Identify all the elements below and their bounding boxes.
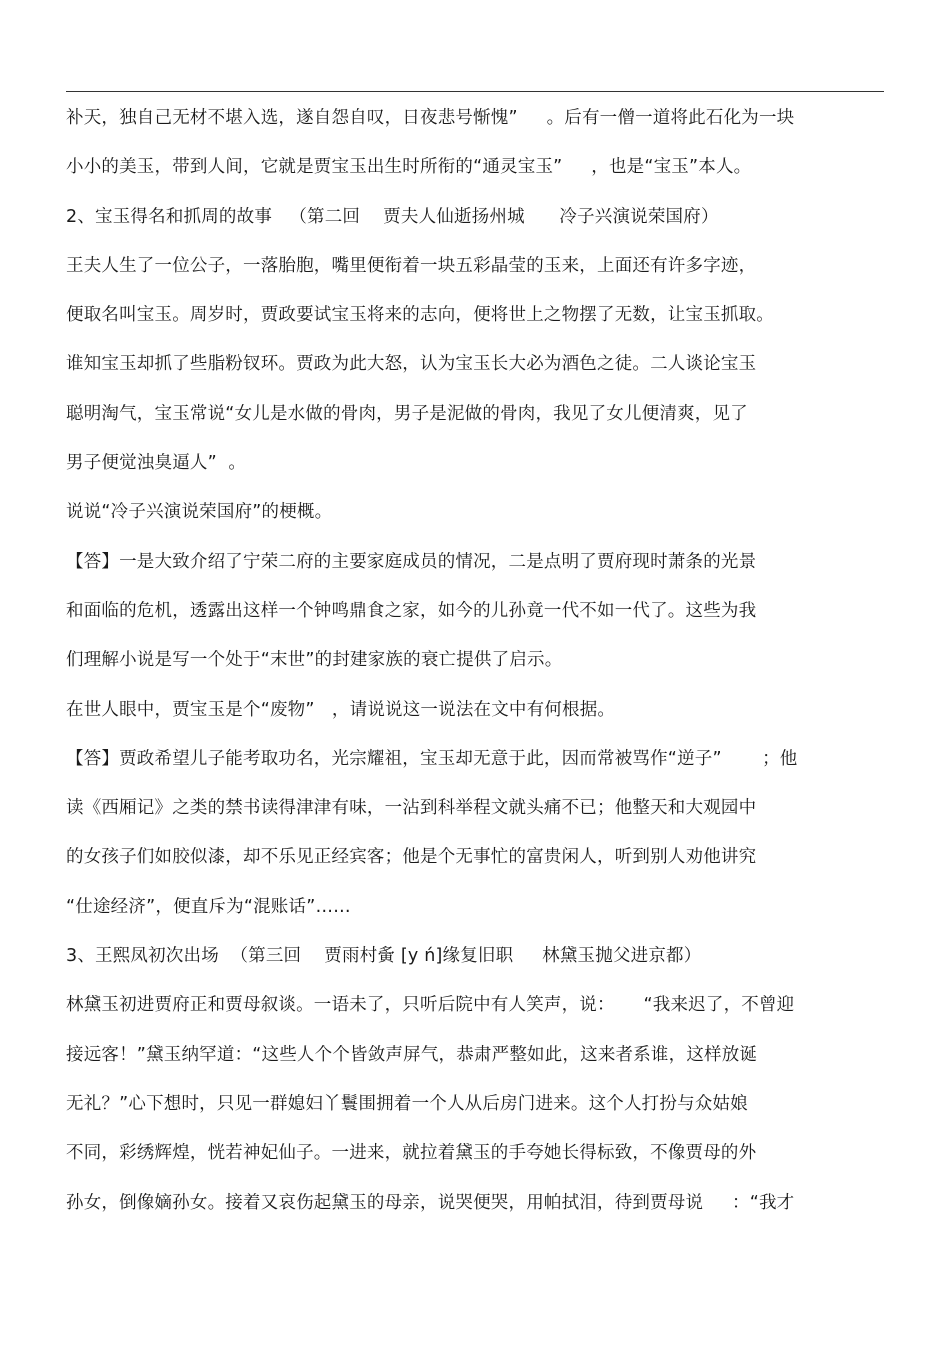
text-line: 孙女，倒像嫡孙女。接着又哀伤起黛玉的母亲，说哭便哭，用帕拭泪，待到贾母说 ：“我才 bbox=[66, 1192, 795, 1213]
text-line: 补天，独自己无材不堪入选，遂自怨自叹，日夜悲号惭愧” 。后有一僧一道将此石化为一块 bbox=[66, 108, 795, 128]
question-line: 在世人眼中，贾宝玉是个“废物” ，请说说这一说法在文中有何根据。 bbox=[66, 699, 616, 720]
text-line: 聪明淘气，宝玉常说“女儿是水做的骨肉，男子是泥做的骨肉，我见了女儿便清爽，见了 bbox=[66, 403, 748, 424]
text-line: 便取名叫宝玉。周岁时，贾政要试宝玉将来的志向，便将世上之物摆了无数，让宝玉抓取。 bbox=[66, 305, 774, 326]
header-rule bbox=[66, 91, 884, 92]
document-body bbox=[66, 97, 896, 1231]
text-line: 读《西厢记》之类的禁书读得津津有味，一沾到科举程文就头痛不已；他整天和大观园中 bbox=[66, 798, 757, 819]
answer-line: 【答】贾政希望儿子能考取功名，光宗耀祖，宝玉却无意于此，因而常被骂作“逆子” ；他 bbox=[66, 748, 798, 769]
text-line: 男子便觉浊臭逼人” 。 bbox=[66, 453, 247, 474]
section-heading: 3、王熙凤初次出场 （第三回 贾雨村夤 [y ń]缘复旧职 林黛玉抛父进京都） bbox=[66, 946, 702, 967]
question-line: 说说“冷子兴演说荣国府”的梗概。 bbox=[66, 502, 333, 523]
text-line: 小小的美玉，带到人间，它就是贾宝玉出生时所衔的“通灵宝玉” ，也是“宝玉”本人。 bbox=[66, 157, 752, 178]
text-line: 无礼？”心下想时，只见一群媳妇丫鬟围拥着一个人从后房门进来。这个人打扮与众姑娘 bbox=[66, 1093, 748, 1114]
text-line: 谁知宝玉却抓了些脂粉钗环。贾政为此大怒，认为宝玉长大必为酒色之徒。二人谈论宝玉 bbox=[66, 354, 757, 375]
answer-line: 【答】一是大致介绍了宁荣二府的主要家庭成员的情况，二是点明了贾府现时萧条的光景 bbox=[66, 551, 757, 572]
text-line: 接远客！”黛玉纳罕道：“这些人个个皆敛声屏气，恭肃严整如此，这来者系谁，这样放诞 bbox=[66, 1044, 758, 1065]
text-line: 的女孩子们如胶似漆，却不乐见正经宾客；他是个无事忙的富贵闲人，听到别人劝他讲究 bbox=[66, 847, 757, 868]
section-heading: 2、宝玉得名和抓周的故事 （第二回 贾夫人仙逝扬州城 冷子兴演说荣国府） bbox=[66, 206, 719, 227]
text-line: 不同，彩绣辉煌，恍若神妃仙子。一进来，就拉着黛玉的手夸她长得标致，不像贾母的外 bbox=[66, 1143, 757, 1164]
text-line: 和面临的危机，透露出这样一个钟鸣鼎食之家，如今的儿孙竟一代不如一代了。这些为我 bbox=[66, 600, 757, 621]
text-line: 林黛玉初进贾府正和贾母叙谈。一语未了，只听后院中有人笑声，说： “我来迟了，不曾迎 bbox=[66, 995, 795, 1016]
text-line: 们理解小说是写一个处于“末世”的封建家族的衰亡提供了启示。 bbox=[66, 650, 563, 671]
text-line: “仕途经济”，便直斥为“混账话”…… bbox=[66, 896, 351, 917]
text-line: 王夫人生了一位公子，一落胎胞，嘴里便衔着一块五彩晶莹的玉来，上面还有许多字迹， bbox=[66, 255, 757, 276]
